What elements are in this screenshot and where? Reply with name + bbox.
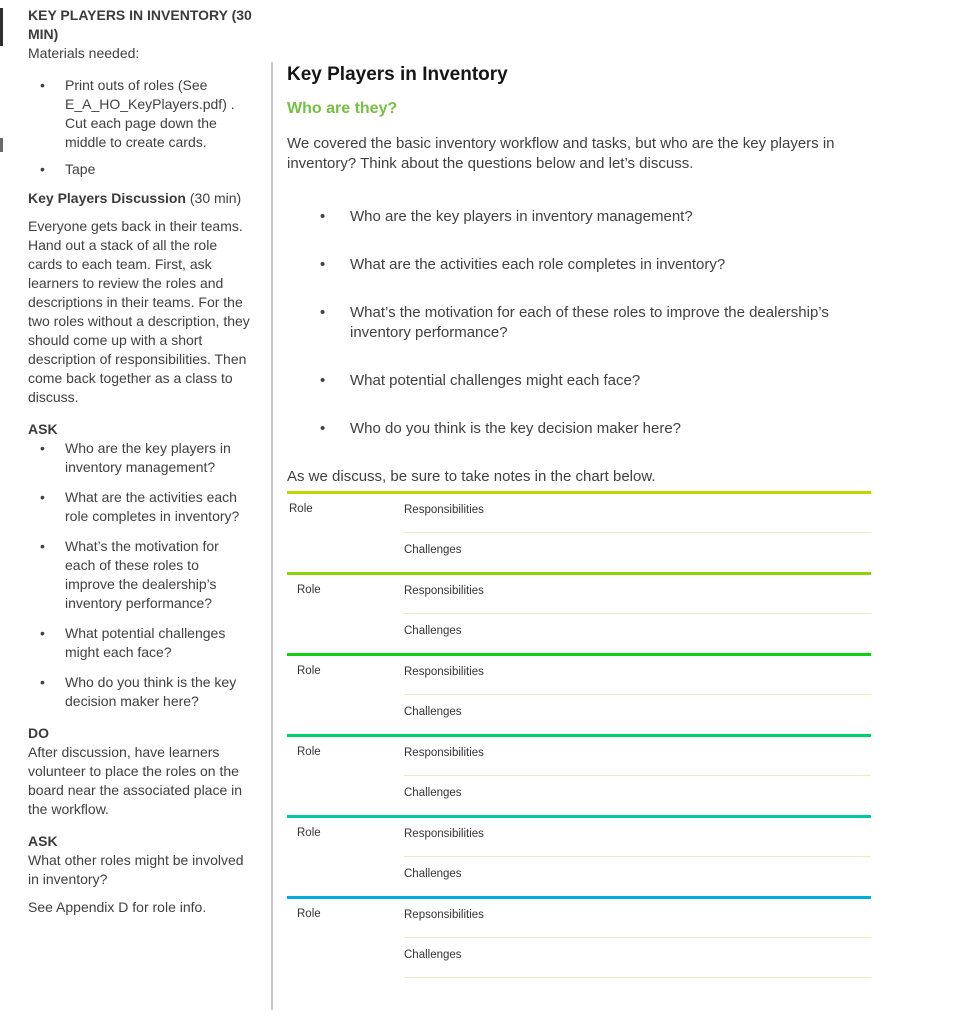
list-item: • What are the activities each role completes in inventory? [28, 488, 252, 526]
list-item: • Print outs of roles (See E_A_HO_KeyPlayers.pdf) . Cut each page down the middle to create cards. [28, 76, 252, 152]
scan-artifact [0, 138, 3, 152]
chart-challenges-label: Challenges [404, 775, 871, 815]
chart-challenges-label: Challenges [404, 856, 871, 896]
intro-paragraph: We covered the basic inventory workflow and tasks, but who are the key players in inventory? Think about the questions below and let’s discuss. [287, 135, 835, 172]
chart-role-section [287, 896, 871, 977]
chart-lead-in: As we discuss, be sure to take notes in the chart below. [287, 468, 656, 485]
ask-question-list [28, 439, 252, 711]
list-item: • Who are the key players in inventory management? [28, 439, 252, 477]
chart-responsibilities-label: Responsibilities [404, 666, 484, 678]
page-title: Key Players in Inventory [287, 64, 508, 85]
chart-responsibilities-label: Responsibilities [404, 504, 484, 516]
instructor-sidebar [28, 6, 252, 917]
scan-artifact [0, 8, 3, 46]
chart-responsibilities-label: Responsibilities [404, 747, 484, 759]
chart-role-section [287, 653, 871, 734]
chart-responsibilities-label: Repsonsibilities [404, 909, 484, 921]
list-item: • Who do you think is the key decision maker here? [28, 673, 252, 711]
sidebar-title: KEY PLAYERS IN INVENTORY (30 MIN) [28, 7, 252, 42]
chart-challenges-label: Challenges [404, 613, 871, 653]
discussion-heading-bold: Key Players Discussion [28, 190, 186, 206]
section-subtitle: Who are they? [287, 100, 398, 117]
list-item: • Who are the key players in inventory management? [287, 207, 872, 227]
chart-role-label: Role [297, 827, 321, 839]
chart-responsibilities-label: Responsibilities [404, 828, 484, 840]
list-item: • What’s the motivation for each of these roles to improve the dealership’s inventory performance? [287, 303, 872, 343]
list-item: • Who do you think is the key decision maker here? [287, 419, 872, 439]
chart-responsibilities-label: Responsibilities [404, 585, 484, 597]
materials-needed-label: Materials needed: [28, 45, 140, 61]
do-paragraph: After discussion, have learners volunteer to place the roles on the board near the associated place in the workflow. [28, 744, 243, 817]
chart-role-label: Role [289, 503, 313, 515]
notes-chart [287, 491, 871, 978]
appendix-note: See Appendix D for role info. [28, 899, 207, 915]
list-item: • What’s the motivation for each of these roles to improve the dealership’s inventory performance? [28, 537, 252, 613]
chart-role-label: Role [297, 908, 321, 920]
chart-role-section [287, 491, 871, 572]
chart-challenges-label: Challenges [404, 532, 871, 572]
discussion-heading-duration: (30 min) [185, 190, 242, 206]
chart-bottom-rule [404, 977, 871, 978]
chart-role-label: Role [297, 584, 321, 596]
column-divider [271, 62, 273, 1010]
list-item: • What potential challenges might each face? [287, 371, 872, 391]
discussion-question-list [287, 207, 872, 439]
ask-question-text: What other roles might be involved in inventory? [28, 852, 244, 887]
list-item: • What potential challenges might each face? [28, 624, 252, 662]
chart-challenges-label: Challenges [404, 937, 871, 977]
list-item: • Tape [28, 160, 252, 179]
chart-role-label: Role [297, 746, 321, 758]
ask-label: ASK [28, 421, 58, 437]
chart-role-section [287, 815, 871, 896]
discussion-heading [28, 189, 252, 208]
list-item: • What are the activities each role completes in inventory? [287, 255, 872, 275]
worksheet-main [287, 64, 872, 978]
chart-role-section [287, 734, 871, 815]
ask-label: ASK [28, 833, 58, 849]
do-label: DO [28, 725, 49, 741]
materials-list [28, 76, 252, 179]
discussion-paragraph: Everyone gets back in their teams. Hand out a stack of all the role cards to each team. First, ask learners to review the roles and descriptions in their teams. For the two roles without a description, they should come up with a short description of responsibilities. Then come back together as a class to discuss. [28, 218, 250, 405]
chart-role-section [287, 572, 871, 653]
chart-role-label: Role [297, 665, 321, 677]
chart-challenges-label: Challenges [404, 694, 871, 734]
